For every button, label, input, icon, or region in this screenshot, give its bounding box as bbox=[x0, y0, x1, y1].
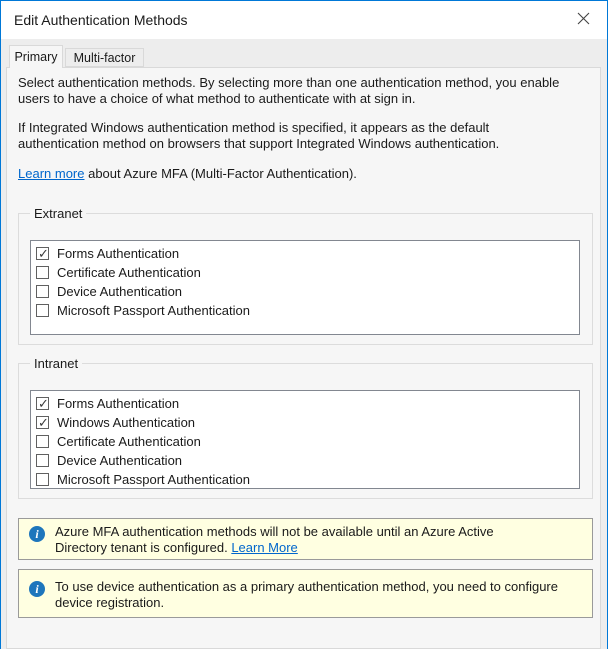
intro-p3-line bbox=[18, 166, 357, 182]
notice2-line2: device registration. bbox=[55, 595, 165, 610]
intro-paragraph-1 bbox=[18, 75, 559, 107]
intranet-row-certificate[interactable] bbox=[35, 432, 579, 451]
extranet-groupbox-label: Extranet bbox=[30, 206, 86, 221]
checkbox[interactable] bbox=[36, 247, 49, 260]
extranet-row-certificate[interactable] bbox=[35, 263, 579, 282]
checkbox-label: Forms Authentication bbox=[57, 396, 180, 411]
checkbox[interactable] bbox=[36, 304, 49, 317]
checkbox-label: Microsoft Passport Authentication bbox=[57, 472, 250, 487]
dialog-title: Edit Authentication Methods bbox=[14, 12, 188, 28]
learn-more-link[interactable]: Learn more bbox=[18, 166, 85, 181]
checkbox-label: Device Authentication bbox=[57, 453, 183, 468]
checkbox[interactable] bbox=[36, 397, 49, 410]
checkbox-label: Certificate Authentication bbox=[57, 434, 201, 449]
info-icon: i bbox=[29, 526, 45, 542]
extranet-row-forms[interactable] bbox=[35, 244, 579, 263]
intro-paragraph-3 bbox=[18, 166, 357, 182]
intro-paragraph-2 bbox=[18, 120, 499, 152]
intranet-listbox[interactable] bbox=[30, 390, 580, 489]
intranet-row-windows[interactable] bbox=[35, 413, 579, 432]
primary-tab-page bbox=[6, 67, 601, 649]
intro-p1-line1: Select authentication methods. By selecting more than one authentication method, you enable bbox=[18, 75, 560, 90]
azure-mfa-notice bbox=[18, 518, 593, 560]
learn-more-link-2[interactable]: Learn More bbox=[231, 540, 298, 555]
intro-p3-rest: about Azure MFA (Multi-Factor Authentication). bbox=[84, 166, 357, 181]
checkbox-label: Windows Authentication bbox=[57, 415, 196, 430]
checkbox[interactable] bbox=[36, 454, 49, 467]
checkbox-label: Certificate Authentication bbox=[57, 265, 201, 280]
notice1-line2-text: Directory tenant is configured. bbox=[55, 540, 232, 555]
extranet-row-passport[interactable] bbox=[35, 301, 579, 320]
azure-mfa-notice-text bbox=[55, 524, 494, 556]
extranet-listbox[interactable] bbox=[30, 240, 580, 335]
device-registration-notice-text bbox=[55, 579, 558, 611]
title-bar bbox=[1, 1, 607, 39]
checkbox[interactable] bbox=[36, 266, 49, 279]
intranet-groupbox bbox=[18, 356, 593, 499]
notice1-line2 bbox=[55, 540, 494, 556]
checkbox[interactable] bbox=[36, 285, 49, 298]
checkbox[interactable] bbox=[36, 416, 49, 429]
checkbox[interactable] bbox=[36, 473, 49, 486]
intranet-groupbox-label: Intranet bbox=[30, 356, 82, 371]
intro-p2-line2: authentication method on browsers that support Integrated Windows authentication. bbox=[18, 136, 500, 151]
extranet-groupbox bbox=[18, 206, 593, 345]
notice2-line1: To use device authentication as a primary authentication method, you need to configure bbox=[55, 579, 558, 594]
tab-primary[interactable]: Primary bbox=[9, 45, 63, 68]
info-icon: i bbox=[29, 581, 45, 597]
device-registration-notice bbox=[18, 569, 593, 618]
notice1-line1: Azure MFA authentication methods will not be available until an Azure Active bbox=[55, 524, 494, 539]
intranet-row-passport[interactable] bbox=[35, 470, 579, 489]
checkbox[interactable] bbox=[36, 435, 49, 448]
checkbox-label: Microsoft Passport Authentication bbox=[57, 303, 250, 318]
extranet-row-device[interactable] bbox=[35, 282, 579, 301]
checkbox-label: Device Authentication bbox=[57, 284, 183, 299]
intro-p2-line1: If Integrated Windows authentication method is specified, it appears as the default bbox=[18, 120, 490, 135]
intranet-row-device[interactable] bbox=[35, 451, 579, 470]
close-icon bbox=[577, 12, 590, 28]
checkbox-label: Forms Authentication bbox=[57, 246, 180, 261]
tab-multifactor[interactable]: Multi-factor bbox=[65, 48, 144, 67]
intro-p1-line2: users to have a choice of what method to authenticate with at sign in. bbox=[18, 91, 416, 106]
intranet-row-forms[interactable] bbox=[35, 394, 579, 413]
close-button[interactable] bbox=[567, 7, 599, 33]
